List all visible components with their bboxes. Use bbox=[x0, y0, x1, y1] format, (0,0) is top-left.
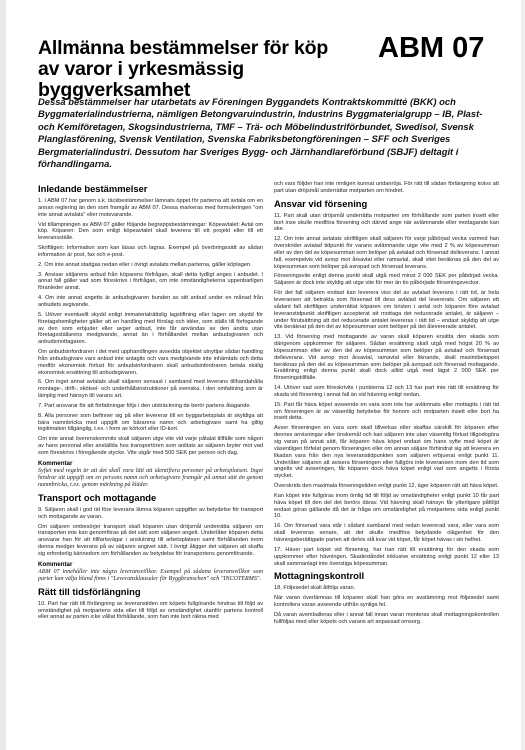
paragraph-10-continued: och vars följder han inte rimligen kunnat undanröja. För rätt till sådan förlängning krävs att part utan dröjsmål underrättar motparten om hindret. bbox=[274, 181, 499, 194]
paragraph-12c: För det fall säljaren endast kan leverera viss del av avtalad leverans i rätt tid, är hela leveransen att betrakta som försenad till dess avtalad del levererats. Om säljaren ett sådant fall skriftligen underrättat köparen om bristen i antal och köparen före avtalad leveranstidpunkt skriftligen accepterat att mottaga det reducerade antalet, är säljaren – under förutsättning att det reducerade antalet levereras i rätt tid – endast skyldig att utge vite beräknat på den del av köpesumman som belöper på det ålevererade antalet. bbox=[274, 290, 499, 331]
paragraph-15b: Avser förseningen en vara som skall tillverkas eller skaffas särskilt för köparen efter dennes anvisningar eller önskemål och kan säljaren inte utan väsentlig förlust tillgodogöra sig varan på annat sätt, får köparen häva köpet endast om hans syfte med köpet är väsentligen förfelat genom förseningen eller om annan säljare förhindrat sig att leverera en likadan vara från den nya leveranstidpunkten som säljaren erbjuerat enligt punkt 11. Underlåter säljaren att avisera förseningen eller fullgörs inte leveransen inom den tid som angetts vid aviseringen, får köparen dock häva köpet enligt vad som angetts i första stycket. bbox=[274, 425, 499, 480]
heading-tidsforlangning: Rätt till tidsförlängning bbox=[38, 585, 141, 597]
paragraph-15c: Överskrids den maximala förseningstiden enligt punkt 12, äger köparen rätt att häva köpet. bbox=[274, 483, 499, 490]
paragraph-12b: Förseningsvite enligt denna punkt skall utgå med minst 2 000 SEK per påbörjad vecka. Säljaren är dock inte skyldig att utge vite för mer än tio påbörjade förseningsveckor. bbox=[274, 273, 499, 287]
paragraph-12: 12. Om inte annat avtalats skriftligen skall säljaren för varje påbörjad vecka varmed han överskrider avtalad tidpunkt för varans avlämnande utge vite med 2 % av köpesumman eller av den del av köpesumman som belöper på avtalad och försenad delleverans. I annat fall, exempelvis vid avrop mot årsavtal eller ramavtal, skall vitet beräknas på den del av köpesumman som belöper på avropad och försenad leverans. bbox=[274, 236, 499, 270]
comment-text-2: ABM 07 innehåller inte några leveransvillkor. Exempel på sådana leveransvillkor som parter kan välja bland finns i "Leveransklausuler för Byggbranschen" och "INCOTERMS". bbox=[38, 568, 263, 582]
paragraph-5: 5. Utöver eventuellt skydd enligt immaterialrättslig lagstiftning eller lagen om skydd för företagshemligheter gäller att en handling med förslag och idéer, som ställs till förfogande av den som erbjuder eller avger anbud, inte får användas av den andra utan företagsställarens medgivande, annat än i förhållandet mellan anbudsgivaren och anbudsmottagaren. bbox=[38, 311, 263, 346]
document-title bbox=[38, 38, 398, 101]
title-line-2: av varor i yrkesmässig byggverksamhet bbox=[38, 58, 244, 101]
paragraph-10: 10. Part har rätt till förlängning av leveranstiden om köpets fullgörande hindras till följd av omständighet på motpartens sida eller till följd av omständighet utanför partens kontroll eller annat av parten icke vållat förhållande, som han inte bort räkna med bbox=[38, 600, 263, 621]
intro-paragraph: Dessa bestämmelser har utarbetats av Föreningen Byggandets Kontraktskommitté (BKK) och Byggmaterialindustrierna, nämligen Betongvaruindustrin, Industrins Byggmaterialgrupp – IB, Plast- och Kemiföretagen, Skogsindustrierna, TMF – Trä- och Möbelindustriförbundet, Swedisol, Svensk Planglasförening, Svensk Ventilation, Svenska Fabriksbetongföreningen – SFF och Sveriges Bergmaterialindustri. Dessutom har Sveriges Bygg- och Järnhandlareförbund (SBJF) deltagit i förhandlingarna. bbox=[38, 96, 483, 170]
paragraph-5b: Om anbudsinfordraren i det med upphandlingen avsedda objektet utnyttjar sådan handling från anbudsgivare vars anbud inte antagits och vars medgivande inte inhämtats och detta medför ekonomisk förlust för anbudsinfordraren skall anbudsinfordraren betala skälig ekonomisk ersättning till anbudsgivaren. bbox=[38, 349, 263, 376]
comment-label-2: Kommentar bbox=[38, 560, 73, 568]
comment-label: Kommentar bbox=[38, 459, 73, 467]
paragraph-9: 9. Säljaren skall i god tid före leverans lämna köparen uppgifter av betydelse för transport och mottagande av varan. bbox=[38, 506, 263, 520]
paragraph-17: 17. Häver part köpet vid försening, har han rätt till ersättning för den skada som uppkommer efter hävningen. Skadeståndet inklusive ersättning enligt punkt 12 eller 13 skall sammanlagt inte överstiga köpesumman. bbox=[274, 546, 499, 567]
paragraph-1c: Skriftligen: Information som kan läsas och lagras. Exempel på överbringssätt av sådan information är post, fax och e-post. bbox=[38, 245, 263, 258]
heading-ansvar: Ansvar vid försening bbox=[274, 197, 368, 209]
document-code: ABM 07 bbox=[378, 32, 485, 64]
paragraph-13: 13. Vid försening med mottagande av varan skall köparen ersätta den skada som därigenom uppkommer för säljaren. Sådan ersättning skall utgå med högst 20 % av köpesumman eller av den del av köpesumman som belöper på avtalad och försenad delleverans. Vid avrop mot årsavtal, ramavtal eller liknande, skall maximibeloppet beräknas på den del av köpesumman som belöper på avropad och försenad mottagande. Ersättning enligt denna punkt skall dock alltid utgå med lägst 2 000 SEK per förseningstillfälle. bbox=[274, 334, 499, 382]
paragraph-8b: Om inte annat överenskommits skall säljaren utge vite vid varje påtalat tillfälle som någon av hans personal eller anställda hos transportören som anlitats av säljaren bryter mot vad som föreskrivs i föregående stycke. Vite utgår med 500 SEK per person och dag. bbox=[38, 436, 263, 456]
paragraph-9b: Om säljaren ombesörjer transport skall köparen utan dröjsmål underrätta säljaren om transporten inte kan genomföras på det sätt som säljaren angett. Underlåter köparen detta ansvarar han för att tillfartsvägar i anslutning till arbetsplatsen samt förhållanden inom denna medger leverans på av säljaren angivet sätt. I övrigt åligger det säljaren att skaffa sig erforderlig kännedom om förhållanden av betydelse för transportens genomförande. bbox=[38, 523, 263, 557]
page-edge-shadow-right bbox=[521, 0, 525, 750]
paragraph-8: 8. Alla personer som befinner sig på eller levererar till en byggarbetsplats är skyldiga att bära namnbricka med uppgift om bärarens namn och arbetsgivare samt ha giltig legitimation tillgänglig, t.ex. i form av körkort eller ID-kort. bbox=[38, 412, 263, 433]
heading-transport: Transport och mottagande bbox=[38, 491, 157, 503]
paragraph-6: 6. Om inget annat avtalats skall säljaren sensast i samband med leverans tillhandahålla montage-, drift-, skötsel- och underhållsinstruktioner på svenska, i den omfattning som är lämplig med hänsyn till varans art. bbox=[38, 379, 263, 400]
left-column bbox=[38, 181, 263, 746]
page-edge-shadow bbox=[0, 0, 6, 750]
paragraph-18: 18. Följesedel skall åtfölja varan. bbox=[274, 585, 356, 592]
paragraph-11: 11. Part skall utan dröjsmål underrätta motparten om förhållande som parten insett eller bort inse skulle medföra försening och därvid ange när avlämnande eller mottagande kan ske. bbox=[274, 212, 499, 233]
paragraph-1b: Vid tillämpningen av ABM 07 gäller följande begreppsbestämningar: Köpeavtalet: Avtal om köp. Köparen: Den som enligt köpeavtalet skall leverera till ett projekt eller till ett leveransställe. bbox=[38, 221, 263, 242]
title-line-1: Allmänna bestämmelser för köp bbox=[38, 37, 329, 59]
paragraph-4: 4. Om inte annat angetts är anbudsgivaren bunden av sitt anbud under en månad från anbudets avgivande. bbox=[38, 295, 263, 308]
paragraph-18c: Då varan avemballeras eller i annat fall innan varan monteras skall mottagningskontrollen fullföljas med eller köpets och varans art anpassad omsorg. bbox=[274, 611, 499, 625]
heading-inledande: Inledande bestämmelser bbox=[38, 183, 148, 194]
heading-mottagning: Mottagningskontroll bbox=[274, 570, 365, 582]
paragraph-15d: Kan köpet inte fullgöras inom ömlig tid till följd av omständigheter enligt punkt 10 får part häva köpet till den del det berörs därav. Vid hävning skall hänsyn får ytterligare påföljd endast göras gällande då det är fråga om omständighet på motpartens sida enligt punkt 10. bbox=[274, 492, 499, 520]
paragraph-2: 2. Om inte annat stadgas nedan eller i övrigt avtalats mellan parterna, gäller köplagen. bbox=[38, 261, 252, 268]
paragraph-15: 15. Part får häva köpet avseende en vara som inte har avlämnats eller mottagits i rätt tid om förseningen är av väsentlig betydelse för honom och motparten insett eller bort ha insett detta. bbox=[274, 401, 499, 422]
right-column bbox=[274, 181, 499, 746]
paragraph-3: 3. Anvisar säljarens anbud från köparens förfrågan, skall detta tydligt anges i anbudet. I annat fall gäller vad som föreskrivs i förfrågan, om inte omständigheterna uppenbarligen föranleder annat. bbox=[38, 271, 263, 292]
paragraph-18b: När varan överlämnas till köparen skall han göra en avstämning mot följesedel samt kontrollera varan avseende utifrån synliga fel. bbox=[274, 595, 499, 609]
paragraph-16: 16. Om försenad vara står i sådant samband med redan levererad vara, eller vara som skall levereras senare, att det skulle medföra betydande olägenhet för den hävningsberättigade parten att delvis stå kvar vid köpet, får köpet hävas i sin helhet. bbox=[274, 523, 499, 543]
paragraph-1: 1. I ABM 07 har genom s.k. täckbestämmelser lämnats öppet för parterna att avtala om en annan reglering än den som framgår av ABM 07. Dessa markeras med formuleringen "om inte annat avtalats" eller motsvarande. bbox=[38, 198, 263, 218]
paragraph-14: 14. Utöver vad som föreskrivits i punkterna 12 och 13 har part inte rätt till ersättning för skada vid försening i annat fall än vid hävning enligt nedan. bbox=[274, 385, 499, 398]
paragraph-7: 7. Part ansvarar för att författningar följs i den utsträckning de berör partens åtagande. bbox=[38, 402, 251, 409]
comment-text: Syftet med regeln är att det skall vara lätt att identifiera personer på arbetsplatsen. Inget hindrar att uppgift om en persons namn och arbetsgivare framgår på annat sätt än genom namnbricka, t.ex. genom märkning på kläder. bbox=[38, 467, 263, 488]
